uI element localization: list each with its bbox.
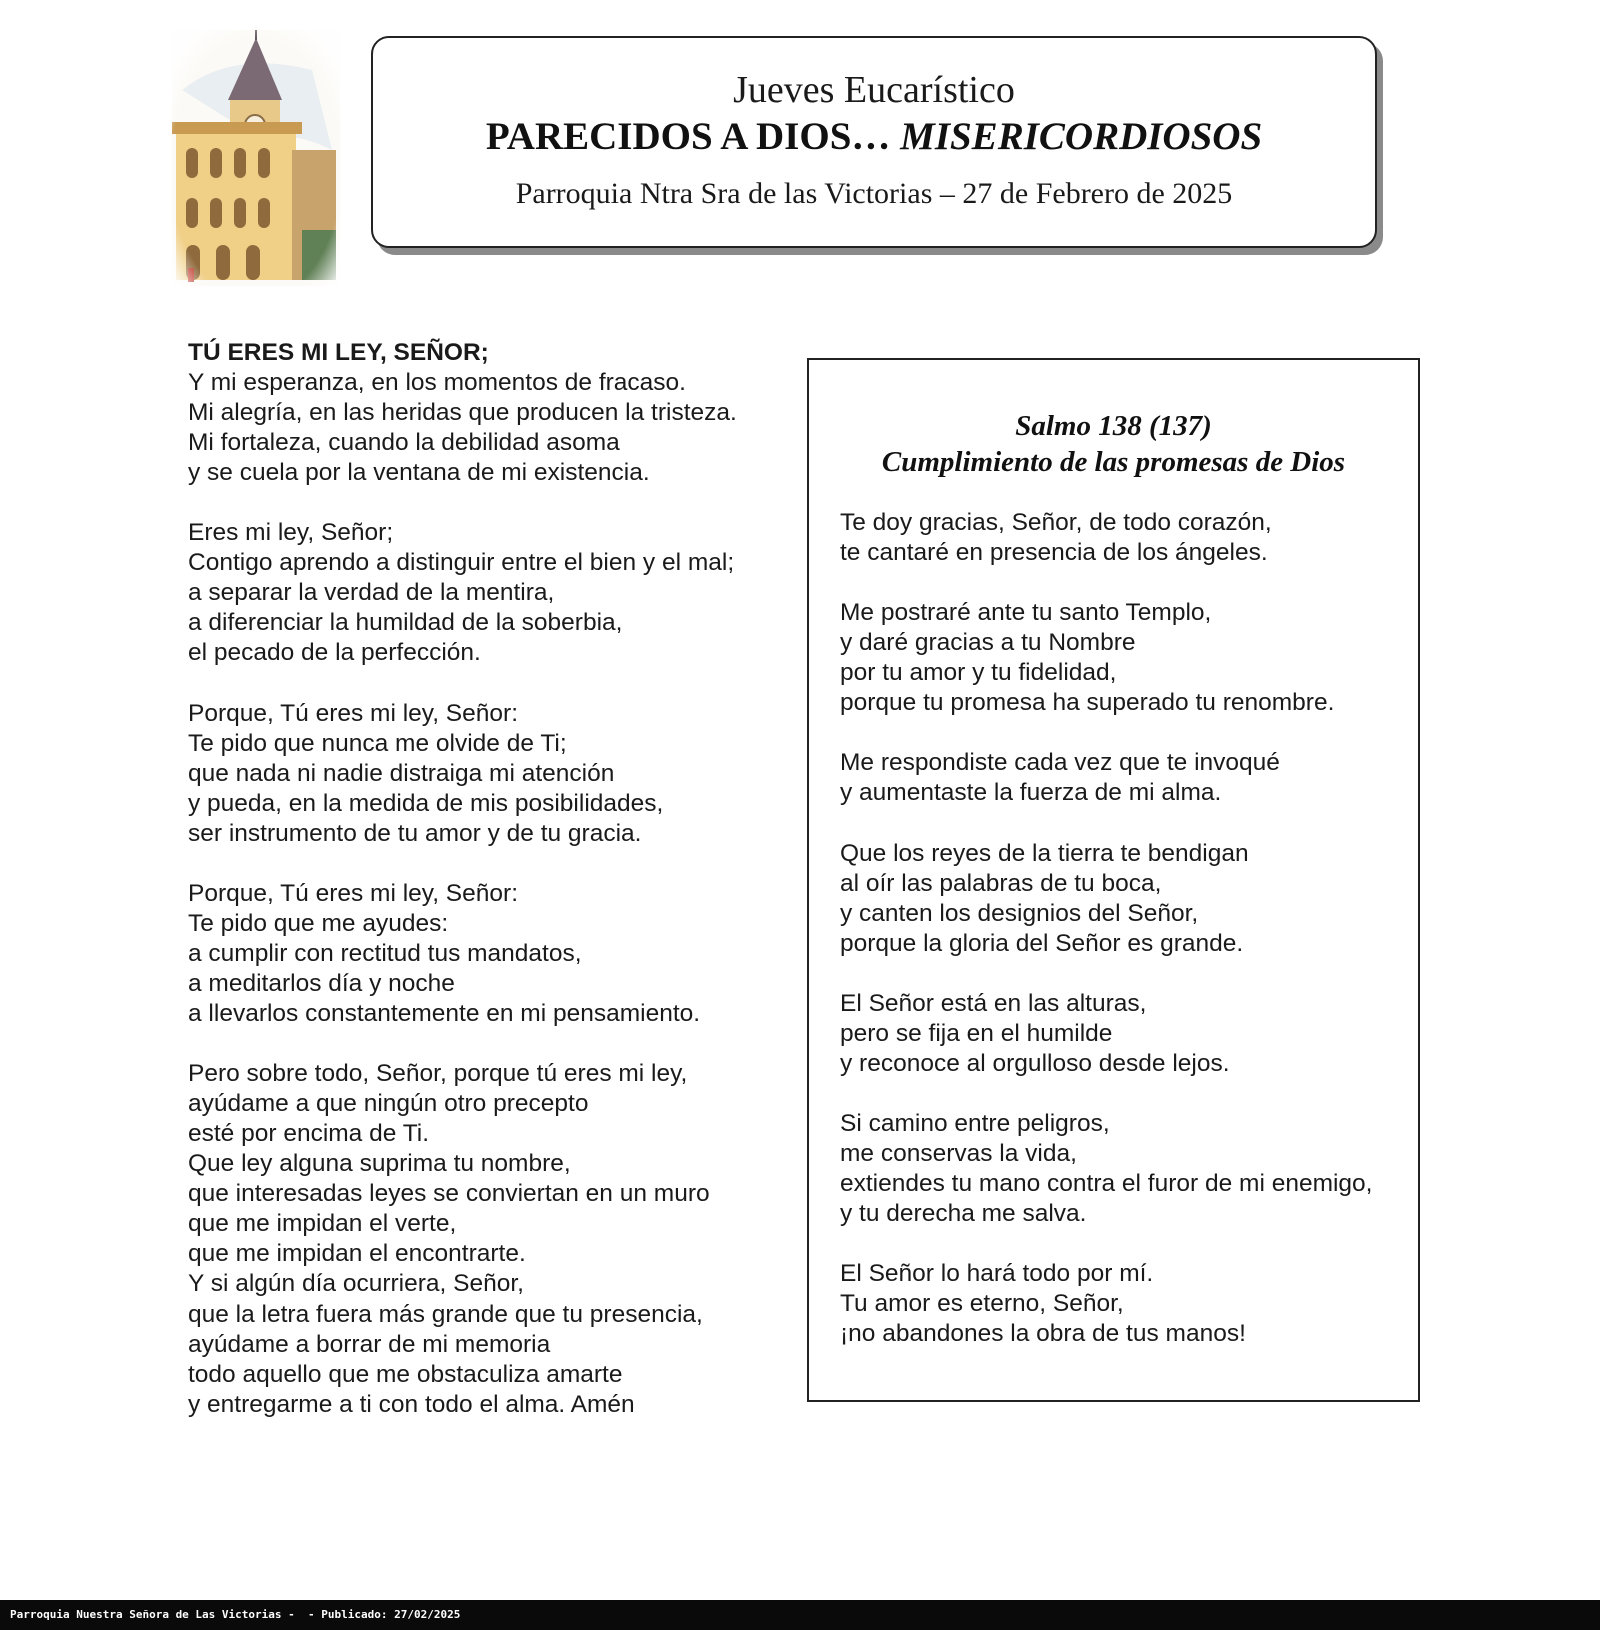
prayer-line: Y si algún día ocurriera, Señor, (188, 1270, 524, 1298)
prayer-line: Eres mi ley, Señor; (188, 519, 394, 547)
header-kicker: Jueves Eucarístico (733, 69, 1015, 111)
psalm-line: y tu derecha me salva. (840, 1200, 1087, 1228)
psalm-line: por tu amor y tu fidelidad, (840, 659, 1117, 687)
psalm-line: ¡no abandones la obra de tus manos! (840, 1320, 1246, 1348)
prayer-line: a diferenciar la humildad de la soberbia, (188, 609, 623, 637)
psalm-line: porque la gloria del Señor es grande. (840, 929, 1244, 957)
church-illustration (172, 30, 340, 286)
psalm-subtitle: Cumplimiento de las promesas de Dios (881, 446, 1346, 478)
stanza-gap (840, 1079, 1372, 1109)
stanza-gap (840, 568, 1372, 598)
prayer-line: Porque, Tú eres mi ley, Señor: (188, 879, 518, 907)
psalm-text (840, 508, 1372, 1349)
prayer-line: que interesadas leyes se conviertan en un muro (188, 1180, 710, 1208)
psalm-line: y canten los designios del Señor, (840, 899, 1199, 927)
prayer-line: y pueda, en la medida de mis posibilidades, (188, 789, 664, 817)
prayer-line: y se cuela por la ventana de mi existencia. (188, 459, 650, 487)
psalm-line: pero se fija en el humilde (840, 1019, 1113, 1047)
prayer-line: que la letra fuera más grande que tu presencia, (188, 1300, 703, 1328)
header-meta: Parroquia Ntra Sra de las Victorias – 27 de Febrero de 2025 (515, 177, 1233, 210)
header-title-emphasis: MISERICORDIOSOS (900, 115, 1263, 158)
prayer-text (188, 338, 788, 1420)
prayer-heading: TÚ ERES MI LEY, SEÑOR; (188, 339, 489, 366)
psalm-line: El Señor está en las alturas, (840, 989, 1147, 1017)
psalm-line: Te doy gracias, Señor, de todo corazón, (840, 509, 1272, 536)
prayer-line: Contigo aprendo a distinguir entre el bien y el mal; (188, 549, 735, 577)
stanza-gap (188, 849, 788, 879)
stanza-gap (840, 808, 1372, 838)
header-title-main: PARECIDOS A DIOS… (485, 115, 901, 158)
prayer-line: ser instrumento de tu amor y de tu gracia. (188, 819, 642, 847)
psalm-line: Me respondiste cada vez que te invoqué (840, 749, 1280, 777)
header-box (371, 36, 1377, 248)
prayer-line: que nada ni nadie distraiga mi atención (188, 759, 615, 787)
stanza-gap (840, 959, 1372, 989)
psalm-line: y reconoce al orgulloso desde lejos. (840, 1049, 1230, 1077)
header-title (373, 114, 1375, 160)
psalm-line: me conservas la vida, (840, 1139, 1077, 1167)
prayer-line: el pecado de la perfección. (188, 639, 481, 667)
psalm-line: Si camino entre peligros, (840, 1109, 1110, 1137)
psalm-line: porque tu promesa ha superado tu renombre. (840, 689, 1335, 717)
stanza-gap (840, 718, 1372, 748)
prayer-line: que me impidan el verte, (188, 1210, 457, 1238)
psalm-line: Me postraré ante tu santo Templo, (840, 599, 1212, 627)
prayer-line: todo aquello que me obstaculiza amarte (188, 1360, 623, 1388)
psalm-heading (809, 408, 1418, 480)
prayer-line: que me impidan el encontrarte. (188, 1240, 526, 1268)
prayer-line: Que ley alguna suprima tu nombre, (188, 1150, 571, 1178)
prayer-line: a meditarlos día y noche (188, 969, 455, 997)
psalm-title: Salmo 138 (137) (1015, 410, 1212, 442)
prayer-line: esté por encima de Ti. (188, 1120, 430, 1148)
psalm-line: Tu amor es eterno, Señor, (840, 1290, 1124, 1318)
prayer-line: Porque, Tú eres mi ley, Señor: (188, 699, 518, 727)
psalm-line: y daré gracias a tu Nombre (840, 629, 1136, 657)
prayer-line: Y mi esperanza, en los momentos de fracaso. (188, 369, 686, 397)
prayer-line: a llevarlos constantemente en mi pensamiento. (188, 1000, 701, 1028)
stanza-gap (188, 488, 788, 518)
stanza-gap (188, 669, 788, 699)
psalm-line: El Señor lo hará todo por mí. (840, 1260, 1154, 1288)
prayer-line: Pero sobre todo, Señor, porque tú eres mi ley, (188, 1060, 688, 1088)
prayer-line: Te pido que me ayudes: (188, 909, 449, 937)
prayer-line: a separar la verdad de la mentira, (188, 579, 555, 607)
prayer-line: ayúdame a que ningún otro precepto (188, 1090, 589, 1118)
psalm-line: extiendes tu mano contra el furor de mi enemigo, (840, 1170, 1373, 1198)
prayer-line: Mi alegría, en las heridas que producen la tristeza. (188, 399, 737, 427)
psalm-box (807, 358, 1420, 1402)
prayer-line: Mi fortaleza, cuando la debilidad asoma (188, 429, 620, 457)
prayer-line: y entregarme a ti con todo el alma. Amén (188, 1390, 635, 1418)
psalm-line: al oír las palabras de tu boca, (840, 869, 1162, 897)
footer-bar: Parroquia Nuestra Señora de Las Victorias - - Publicado: 27/02/2025 (0, 1600, 1600, 1630)
prayer-line: ayúdame a borrar de mi memoria (188, 1330, 551, 1358)
prayer-line: Te pido que nunca me olvide de Ti; (188, 729, 567, 757)
psalm-line: y aumentaste la fuerza de mi alma. (840, 779, 1222, 807)
stanza-gap (188, 1029, 788, 1059)
prayer-line: a cumplir con rectitud tus mandatos, (188, 939, 582, 967)
psalm-line: te cantaré en presencia de los ángeles. (840, 539, 1268, 567)
psalm-line: Que los reyes de la tierra te bendigan (840, 839, 1249, 867)
stanza-gap (840, 1229, 1372, 1259)
